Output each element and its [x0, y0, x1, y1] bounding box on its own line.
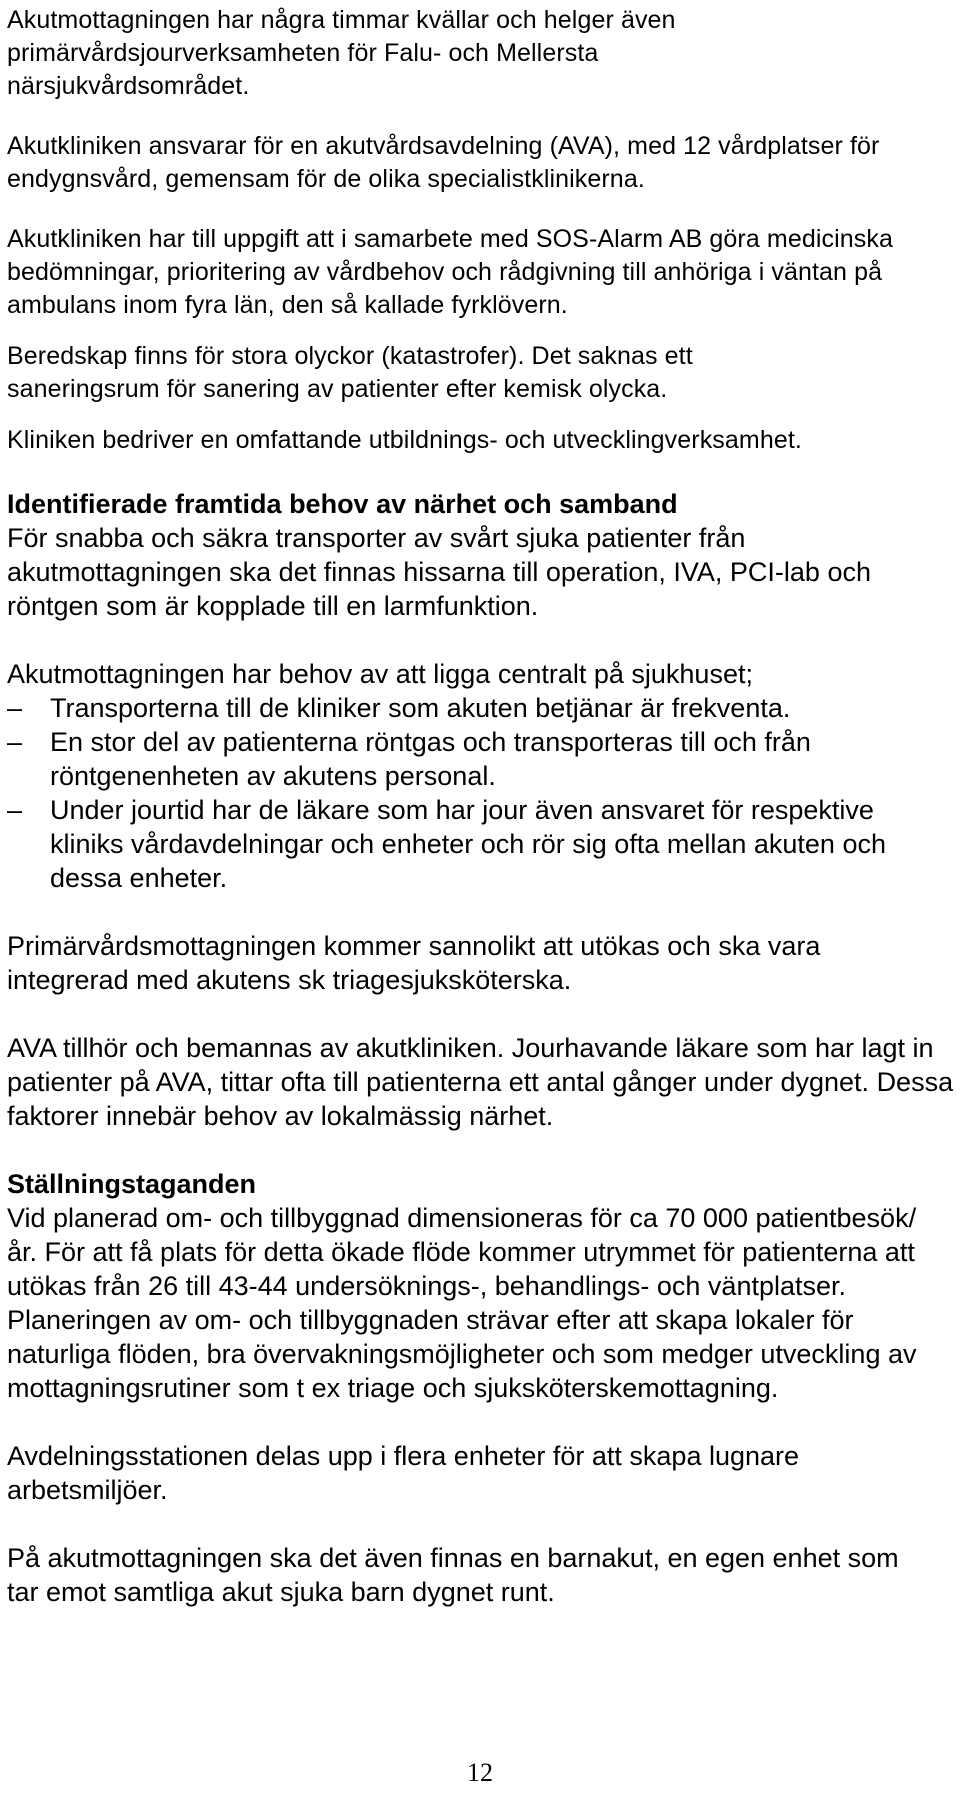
list-item-text: Under jourtid har de läkare som har jour även ansvaret för respektive kliniks vårdavdelningar och enheter och rör sig ofta mellan akuten och dessa enheter.	[50, 795, 886, 893]
paragraph-ava-staffing: AVA tillhör och bemannas av akutkliniken. Jourhavande läkare som har lagt in patienter på AVA, tittar ofta till patienterna ett antal gånger under dygnet. Dessa faktorer innebär behov av lokalmässig närhet.	[7, 1033, 954, 1131]
list-item-text: En stor del av patienterna röntgas och transporteras till och från röntgenenheten av akutens personal.	[50, 727, 811, 791]
paragraph-pediatric-emergency: På akutmottagningen ska det även finnas en barnakut, en egen enhet som tar emot samtliga akut sjuka barn dygnet runt.	[7, 1543, 899, 1607]
paragraph-sos-alarm: Akutkliniken har till uppgift att i samarbete med SOS-Alarm AB göra medicinska bedömningar, prioritering av vårdbehov och rådgivning till anhöriga i väntan på ambulans inom fyra län, den så kallade fyrklövern.	[7, 225, 893, 319]
section-heading-future-needs: Identifierade framtida behov av närhet och samband	[7, 489, 678, 519]
page-number: 12	[467, 1758, 493, 1787]
paragraph-ward-station: Avdelningsstationen delas upp i flera enheter för att skapa lugnare arbetsmiljöer.	[7, 1441, 800, 1505]
paragraph-central-location: Akutmottagningen har behov av att ligga centralt på sjukhuset;	[7, 659, 753, 689]
paragraph-transport-elevators: För snabba och säkra transporter av svårt sjuka patienter från akutmottagningen ska det finnas hissarna till operation, IVA, PCI-lab och röntgen som är kopplade till en larmfunktion.	[7, 523, 871, 621]
paragraph-ava-unit: Akutkliniken ansvarar för en akutvårdsavdelning (AVA), med 12 vårdplatser för endygnsvård, gemensam för de olika specialistklinikerna.	[7, 132, 880, 193]
list-item	[7, 725, 830, 793]
dash-marker: –	[7, 693, 23, 723]
section-heading-positions: Ställningstaganden	[7, 1169, 257, 1199]
document-page	[7, 0, 955, 1609]
paragraph-dimensioning: Vid planerad om- och tillbyggnad dimensioneras för ca 70 000 patientbesök/år. För att få plats för detta ökade flöde kommer utrymmet för patienterna att utökas från 26 till 43-44 undersöknings-, behandlings- och väntplatser.	[7, 1203, 917, 1301]
list-item	[7, 793, 950, 895]
needs-list	[7, 691, 955, 895]
paragraph-education: Kliniken bedriver en omfattande utbildnings- och utvecklingverksamhet.	[7, 426, 802, 454]
paragraph-primary-care-reception: Primärvårdsmottagningen kommer sannolikt att utökas och ska vara integrerad med akutens sk triagesjuksköterska.	[7, 931, 821, 995]
paragraph-primary-care-hours: Akutmottagningen har några timmar kvällar och helger även primärvårdsjourverksamheten för Falu- och Mellersta närsjukvårdsområdet.	[7, 6, 676, 100]
list-item-text: Transporterna till de kliniker som akuten betjänar är frekventa.	[50, 693, 791, 723]
paragraph-disaster-preparedness: Beredskap finns för stora olyckor (katastrofer). Det saknas ett saneringsrum för sanering av patienter efter kemisk olycka.	[7, 342, 693, 403]
dash-marker: –	[7, 795, 23, 825]
list-item	[7, 691, 955, 725]
dash-marker: –	[7, 727, 23, 757]
paragraph-planning: Planeringen av om- och tillbyggnaden strävar efter att skapa lokaler för naturliga flöden, bra övervakningsmöjligheter och som medger utveckling av mottagningsrutiner som t ex triage och sjuksköterskemottagning.	[7, 1305, 917, 1403]
